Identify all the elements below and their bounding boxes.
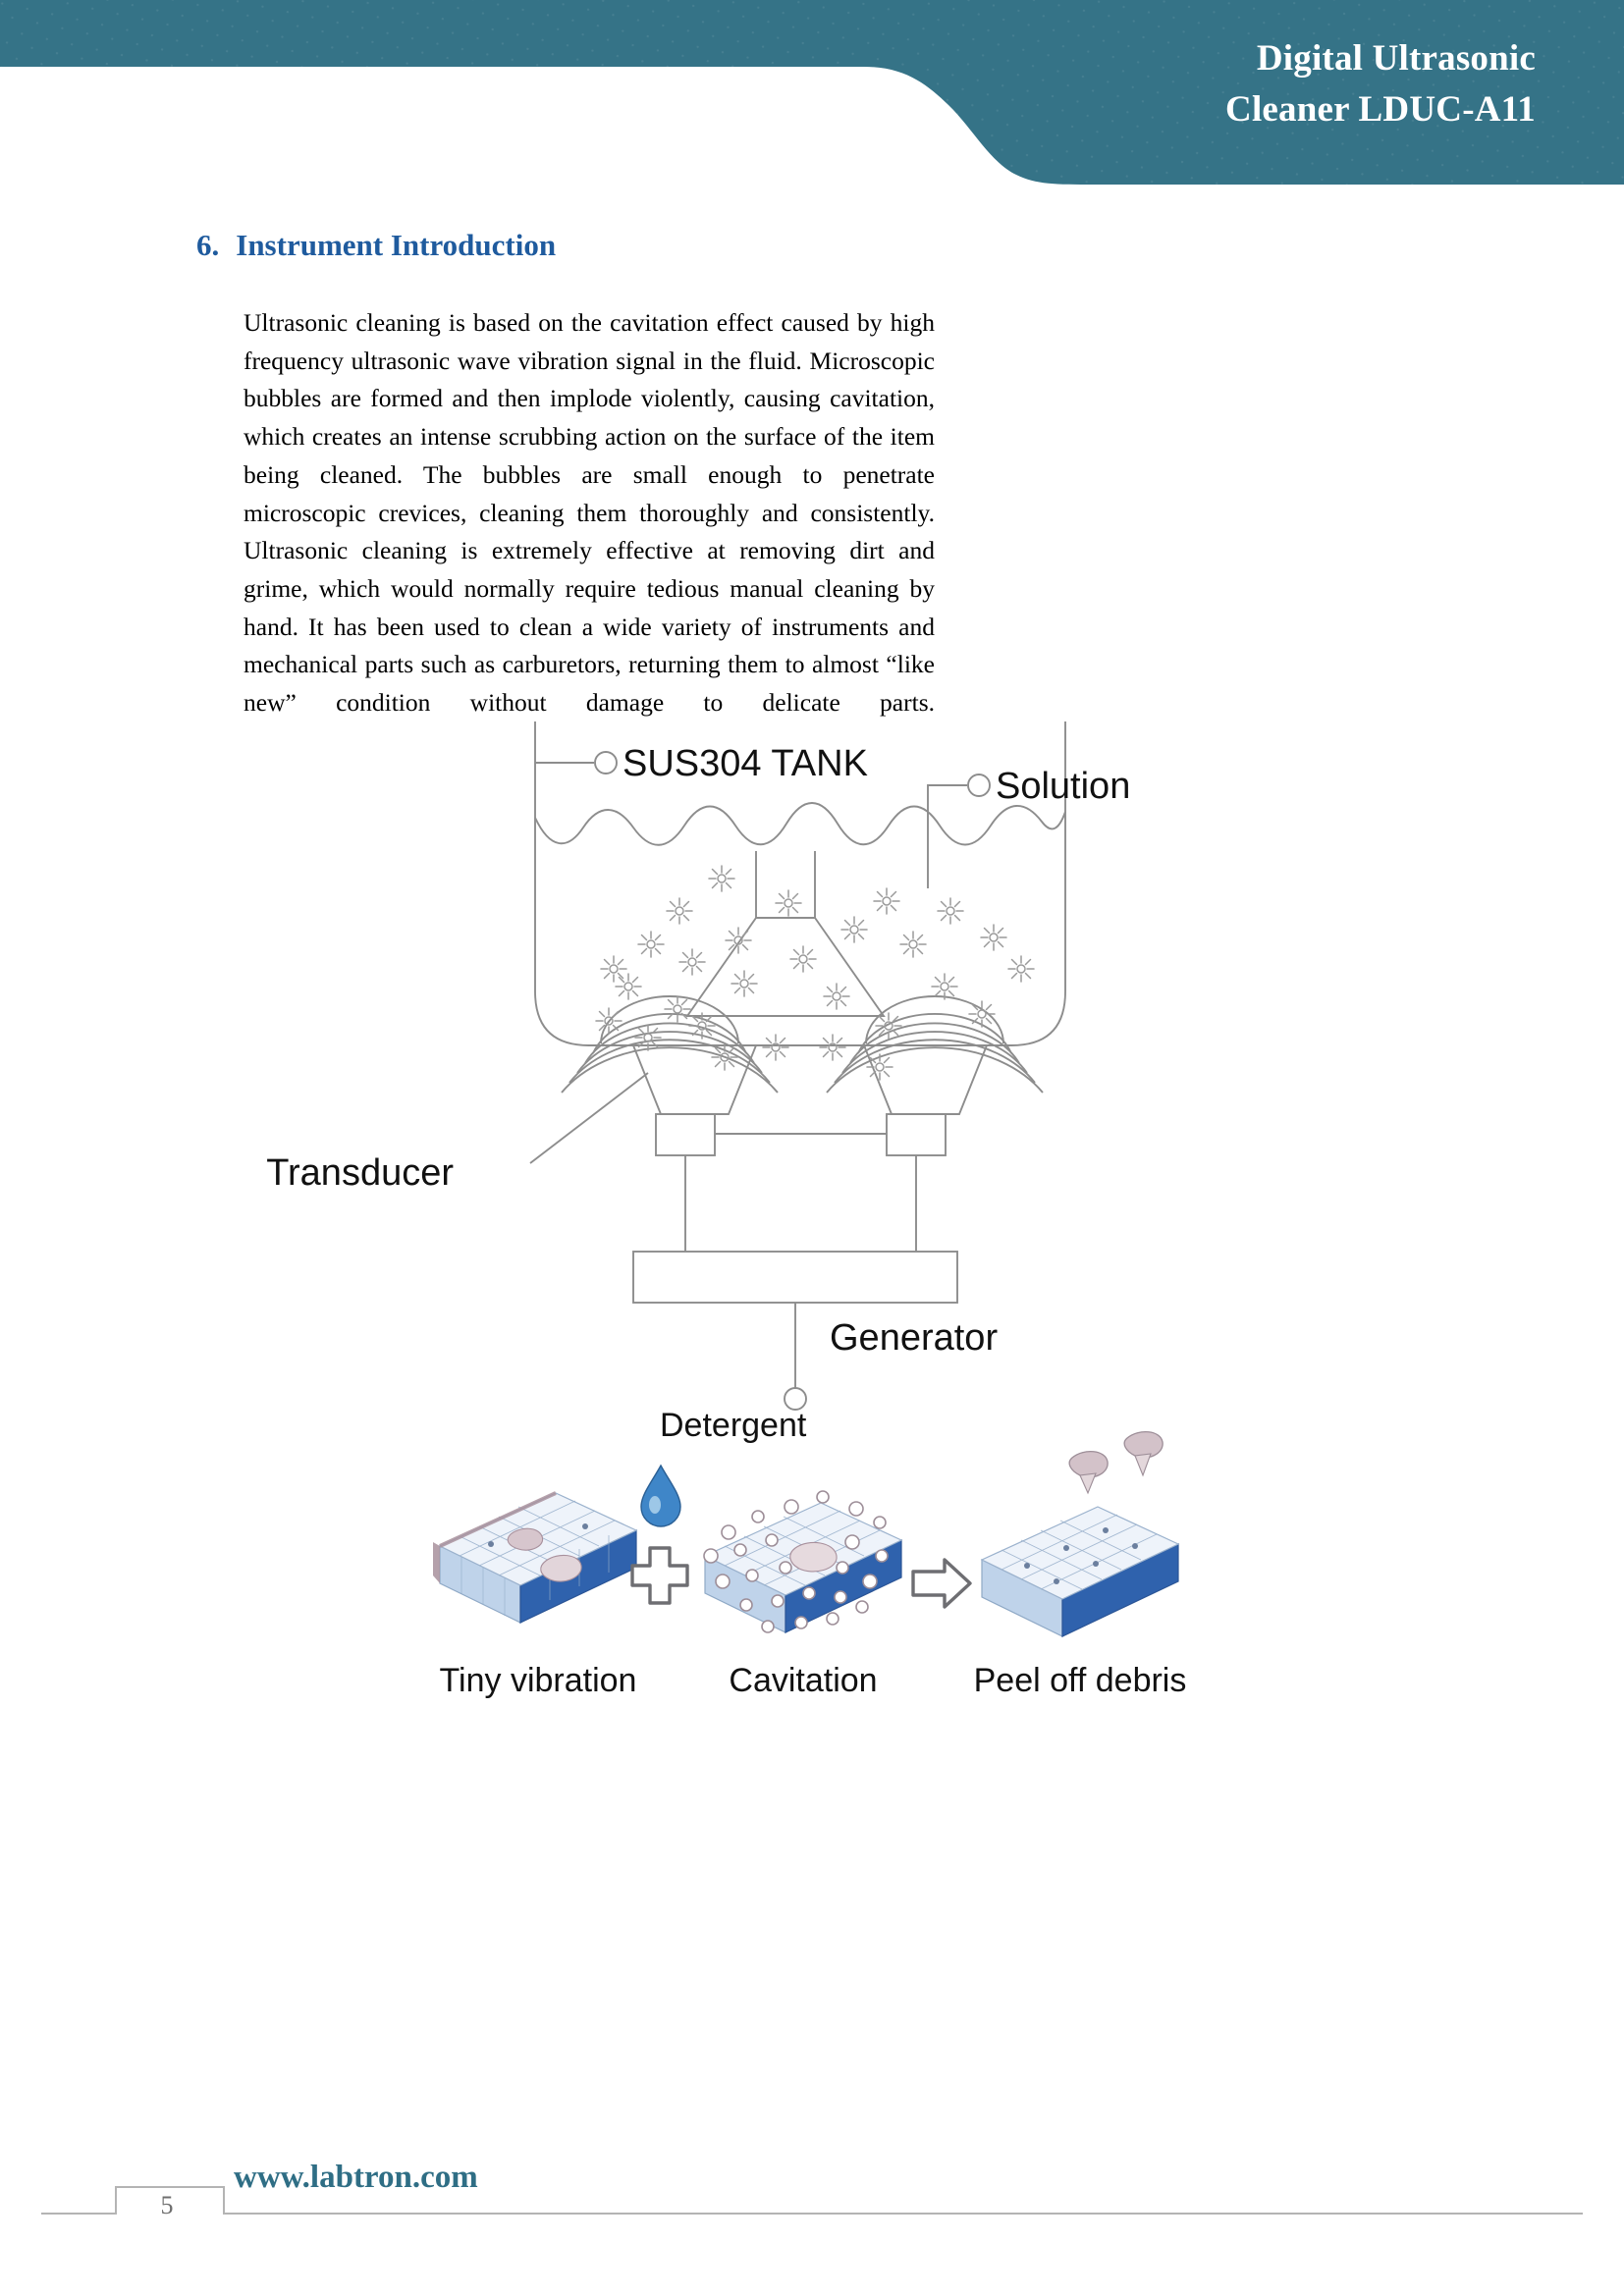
page-number: 5 [160,2191,174,2219]
figure-svg [0,702,1624,1713]
process-step-label-2: Cavitation [729,1662,878,1699]
label-detergent: Detergent [660,1407,807,1444]
arrow-right-icon [913,1560,970,1607]
debris-flake [1124,1432,1163,1475]
footer-website-link[interactable]: www.labtron.com [234,2160,478,2195]
plate-peel-off-debris [982,1432,1178,1636]
document-title-line-1: Digital Ultrasonic [1256,38,1536,79]
transducer-right [864,1045,987,1155]
tank-diagram [530,721,1065,1410]
wave-arcs-left [562,996,778,1093]
page-title: Instrument Introduction [236,228,557,262]
solution-leader-dot [968,774,990,796]
generator-box [633,1252,957,1303]
detergent-droplet-icon [641,1466,680,1526]
tank-leader-dot [595,752,617,774]
label-transducer: Transducer [266,1152,454,1194]
section-heading [196,228,556,263]
wave-arcs-right [827,996,1043,1093]
debris-flake [1069,1452,1108,1493]
process-diagram [433,1407,1186,1699]
plus-sign-icon [632,1548,687,1603]
plate-cavitation [704,1491,901,1632]
liquid-surface [535,803,1065,845]
label-generator: Generator [830,1317,999,1359]
section-number: 6. [196,228,220,262]
intro-paragraph: Ultrasonic cleaning is based on the cavitation effect caused by high frequency ultrasonic wave vibration signal in the fluid. Microscopic bubbles are formed and then implode violently, causing cavitation, which creates an intense scrubbing action on the surface of the item being cleaned. The bubbles are small enough to penetrate microscopic crevices, cleaning them thoroughly and consistently. Ultrasonic cleaning is extremely effective at removing dirt and grime, which would normally require tedious manual cleaning by hand. It has been used to clean a wide variety of instruments and mechanical parts such as carburetors, returning them to almost “like new” condition without damage to delicate parts. [244,308,935,718]
process-step-label-3: Peel off debris [973,1662,1187,1699]
plate-tiny-vibration [433,1493,636,1623]
document-title [1123,33,1536,135]
instrument-figure [0,702,1624,1713]
process-step-label-1: Tiny vibration [439,1662,637,1699]
label-solution: Solution [996,766,1131,807]
label-sus304-tank: SUS304 TANK [623,743,868,784]
transducer-leader-line [530,1073,648,1163]
dirt-blob [790,1542,837,1571]
document-title-line-2: Cleaner LDUC-A11 [1225,88,1536,130]
